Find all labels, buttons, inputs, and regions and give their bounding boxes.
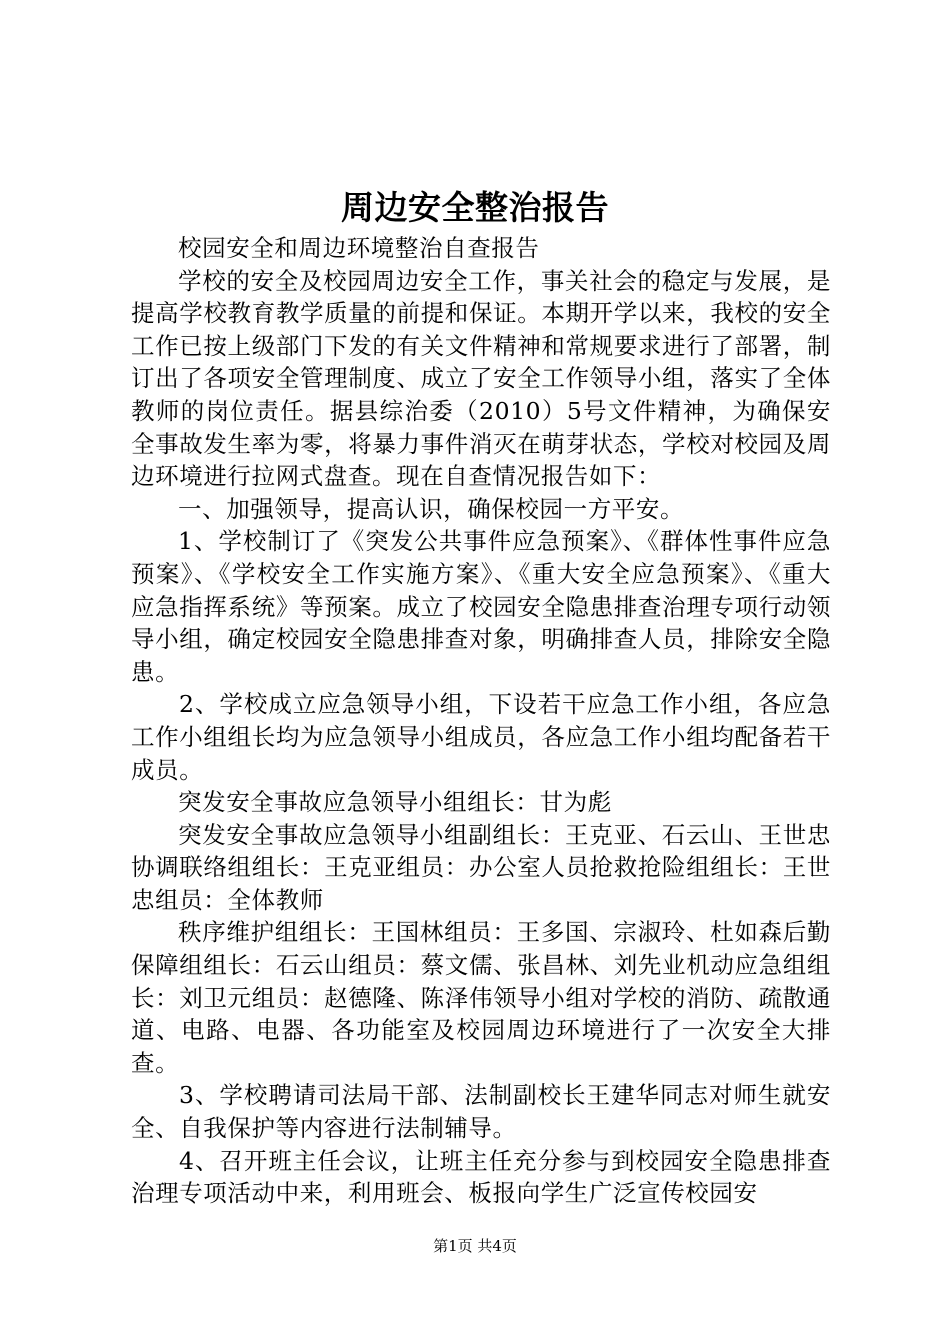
paragraph-intro: 学校的安全及校园周边安全工作，事关社会的稳定与发展，是提高学校教育教学质量的前提和保证。本期开学以来，我校的安全工作已按上级部门下发的有关文件精神和常规要求进行了部署，制订出了各项安全管理制度、成立了安全工作领导小组，落实了全体教师的岗位责任。据县综治委（2010）5号文件精神，为确保安全事故发生率为零，将暴力事件消灭在萌芽状态，学校对校园及周边环境进行拉网式盘查。现在自查情况报告如下： xyxy=(131,266,831,491)
paragraph-deputy-leaders: 突发安全事故应急领导小组副组长：王克亚、石云山、王世忠协调联络组组长：王克亚组员：办公室人员抢救抢险组组长：王世忠组员：全体教师 xyxy=(131,820,831,914)
paragraph-subtitle: 校园安全和周边环境整治自查报告 xyxy=(178,234,540,262)
paragraph-item-3: 3、学校聘请司法局干部、法制副校长王建华同志对师生就安全、自我保护等内容进行法制辅导。 xyxy=(131,1081,831,1143)
page-number-footer: 第1页 共4页 xyxy=(433,1237,517,1255)
paragraph-item-2: 2、学校成立应急领导小组，下设若干应急工作小组，各应急工作小组组长均为应急领导小组成员，各应急工作小组均配备若干成员。 xyxy=(131,690,831,784)
paragraph-leader: 突发安全事故应急领导小组组长：甘为彪 xyxy=(178,788,612,817)
document-body xyxy=(131,232,831,1210)
paragraph-item-1: 1、学校制订了《突发公共事件应急预案》、《群体性事件应急预案》、《学校安全工作实施方案》、《重大安全应急预案》、《重大应急指挥系统》等预案。成立了校园安全隐患排查治理专项行动领导小组，确定校园安全隐患排查对象，明确排查人员，排除安全隐患。 xyxy=(131,527,831,686)
paragraph-section-1-heading: 一、加强领导，提高认识，确保校园一方平安。 xyxy=(178,494,685,523)
paragraph-item-4: 4、召开班主任会议，让班主任充分参与到校园安全隐患排查治理专项活动中来，利用班会、板报向学生广泛宣传校园安 xyxy=(131,1146,831,1208)
document-title: 周边安全整治报告 xyxy=(341,188,609,227)
paragraph-teams: 秩序维护组组长：王国林组员：王多国、宗淑玲、杜如森后勤保障组组长：石云山组员：蔡文儒、张昌林、刘先业机动应急组组长：刘卫元组员：赵德隆、陈泽伟领导小组对学校的消防、疏散通道、电路、电器、各功能室及校园周边环境进行了一次安全大排查。 xyxy=(131,918,831,1077)
